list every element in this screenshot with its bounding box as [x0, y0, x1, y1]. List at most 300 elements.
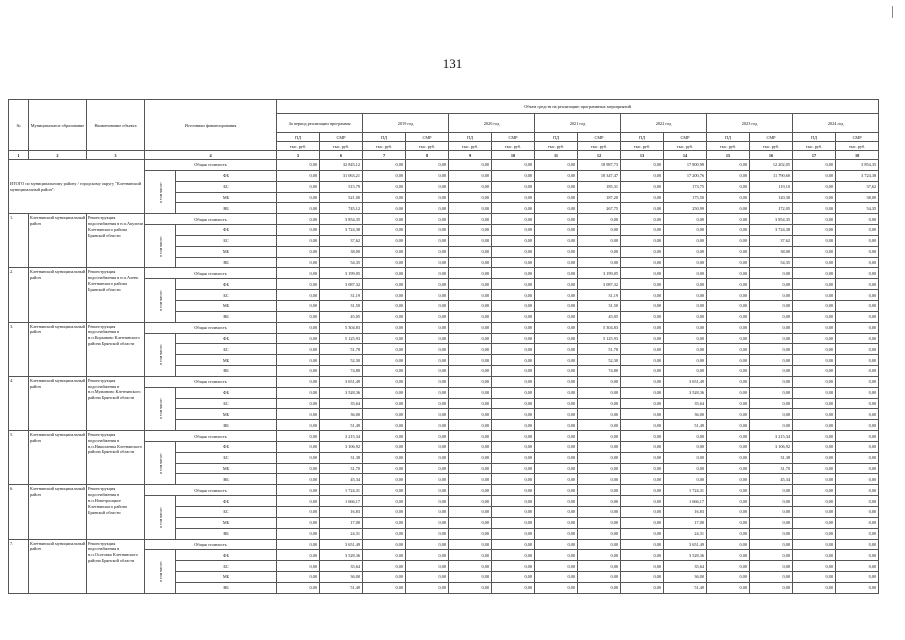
value-cell: 0,00	[621, 225, 664, 236]
value-cell: 0,00	[492, 181, 535, 192]
including-label	[145, 387, 176, 430]
value-cell: 0,00	[621, 528, 664, 539]
funding-source-label: МБ	[176, 463, 277, 474]
value-cell: 0,00	[836, 246, 879, 257]
including-text: в том числе:	[157, 181, 163, 203]
funding-total-label: Общая стоимость	[145, 539, 277, 550]
value-cell: 38,00	[750, 246, 793, 257]
value-cell: 52,30	[578, 355, 621, 366]
header-pd: ПД	[535, 133, 578, 142]
value-cell: 45,34	[320, 474, 363, 485]
value-cell: 0,00	[449, 539, 492, 550]
value-cell: 0,00	[578, 452, 621, 463]
value-cell: 0,00	[492, 170, 535, 181]
column-number: 2	[29, 151, 87, 160]
value-cell: 0,00	[406, 539, 449, 550]
value-cell: 0,00	[793, 192, 836, 203]
value-cell: 0,00	[535, 517, 578, 528]
value-cell: 0,00	[578, 257, 621, 268]
value-cell: 0,00	[793, 441, 836, 452]
value-cell: 0,00	[707, 561, 750, 572]
value-cell: 0,00	[535, 539, 578, 550]
value-cell: 0,00	[492, 311, 535, 322]
value-cell: 0,00	[750, 561, 793, 572]
value-cell: 185,31	[578, 181, 621, 192]
value-cell: 0,00	[621, 409, 664, 420]
municipality-name: Клетнянский муниципальный район	[29, 376, 87, 430]
value-cell: 0,00	[363, 355, 406, 366]
value-cell: 0,00	[707, 225, 750, 236]
value-cell: 3 106,92	[750, 441, 793, 452]
value-cell: 0,00	[449, 409, 492, 420]
value-cell: 0,00	[535, 181, 578, 192]
value-cell: 0,00	[836, 366, 879, 377]
value-cell: 0,00	[750, 344, 793, 355]
value-cell: 0,00	[793, 257, 836, 268]
value-cell: 0,00	[406, 214, 449, 225]
value-cell: 0,00	[836, 572, 879, 583]
value-cell: 0,00	[793, 420, 836, 431]
header-unit: тыс. руб.	[793, 142, 836, 151]
value-cell: 0,00	[492, 398, 535, 409]
value-cell: 0,00	[406, 420, 449, 431]
value-cell: 0,00	[363, 192, 406, 203]
value-cell: 0,00	[277, 441, 320, 452]
value-cell: 0,00	[578, 528, 621, 539]
value-cell: 31,70	[750, 463, 793, 474]
value-cell: 0,00	[578, 474, 621, 485]
header-unit: тыс. руб.	[707, 142, 750, 151]
funding-source-label: БС	[176, 452, 277, 463]
value-cell: 0,00	[793, 181, 836, 192]
column-number: 11	[535, 151, 578, 160]
value-cell: 0,00	[277, 431, 320, 442]
value-cell: 0,00	[406, 376, 449, 387]
municipality-name: Клетнянский муниципальный район	[29, 214, 87, 268]
value-cell: 119,10	[750, 181, 793, 192]
value-cell: 0,00	[406, 344, 449, 355]
value-cell: 0,00	[664, 279, 707, 290]
value-cell: 0,00	[750, 268, 793, 279]
value-cell: 0,00	[707, 420, 750, 431]
value-cell: 0,00	[449, 160, 492, 171]
value-cell: 173,75	[664, 181, 707, 192]
value-cell: 0,00	[277, 160, 320, 171]
value-cell: 0,00	[406, 387, 449, 398]
value-cell: 0,00	[406, 170, 449, 181]
value-cell: 0,00	[793, 452, 836, 463]
value-cell: 0,00	[277, 452, 320, 463]
value-cell: 0,00	[750, 539, 793, 550]
value-cell: 31,19	[320, 290, 363, 301]
value-cell: 0,00	[793, 582, 836, 593]
value-cell: 0,00	[406, 409, 449, 420]
column-number: 14	[664, 151, 707, 160]
value-cell: 0,00	[621, 170, 664, 181]
header-unit: тыс. руб.	[750, 142, 793, 151]
value-cell: 0,00	[492, 268, 535, 279]
value-cell: 0,00	[449, 387, 492, 398]
value-cell: 0,00	[535, 170, 578, 181]
value-cell: 0,00	[363, 431, 406, 442]
value-cell: 16,83	[320, 507, 363, 518]
value-cell: 0,00	[836, 452, 879, 463]
value-cell: 0,00	[492, 485, 535, 496]
value-cell: 0,00	[363, 300, 406, 311]
value-cell: 0,00	[621, 355, 664, 366]
value-cell: 0,00	[277, 539, 320, 550]
value-cell: 0,00	[793, 311, 836, 322]
value-cell: 0,00	[578, 572, 621, 583]
value-cell: 0,00	[492, 322, 535, 333]
value-cell: 0,00	[836, 268, 879, 279]
value-cell: 38,00	[320, 246, 363, 257]
value-cell: 3 087,32	[578, 279, 621, 290]
value-cell: 0,00	[664, 311, 707, 322]
value-cell: 5 304,83	[578, 322, 621, 333]
table-row	[9, 268, 879, 279]
value-cell: 0,00	[836, 539, 879, 550]
header-unit: тыс. руб.	[406, 142, 449, 151]
value-cell: 0,00	[707, 203, 750, 214]
column-number: 1	[9, 151, 29, 160]
value-cell: 3 854,35	[320, 214, 363, 225]
including-label	[145, 441, 176, 484]
value-cell: 0,00	[793, 300, 836, 311]
value-cell: 0,00	[406, 507, 449, 518]
value-cell: 0,00	[793, 203, 836, 214]
value-cell: 0,00	[449, 279, 492, 290]
value-cell: 0,00	[707, 539, 750, 550]
value-cell: 0,00	[750, 528, 793, 539]
value-cell: 0,00	[621, 572, 664, 583]
value-cell: 0,00	[750, 333, 793, 344]
value-cell: 0,00	[363, 507, 406, 518]
value-cell: 0,00	[793, 485, 836, 496]
column-number: 18	[836, 151, 879, 160]
value-cell: 0,00	[578, 235, 621, 246]
value-cell: 0,00	[363, 203, 406, 214]
value-cell: 0,00	[535, 214, 578, 225]
value-cell: 0,00	[535, 192, 578, 203]
municipality-name: Клетнянский муниципальный район	[29, 268, 87, 322]
value-cell: 175,50	[664, 192, 707, 203]
value-cell: 0,00	[578, 496, 621, 507]
funding-source-label: ВБ	[176, 257, 277, 268]
value-cell: 0,00	[449, 214, 492, 225]
value-cell: 0,00	[578, 485, 621, 496]
value-cell: 0,00	[793, 290, 836, 301]
value-cell: 0,00	[750, 290, 793, 301]
value-cell: 0,00	[363, 279, 406, 290]
including-label	[145, 225, 176, 268]
value-cell: 0,00	[664, 441, 707, 452]
column-number: 9	[449, 151, 492, 160]
value-cell: 0,00	[277, 507, 320, 518]
value-cell: 0,00	[492, 344, 535, 355]
value-cell: 0,00	[277, 572, 320, 583]
funding-source-label: МБ	[176, 300, 277, 311]
value-cell: 0,00	[535, 203, 578, 214]
value-cell: 0,00	[363, 485, 406, 496]
funding-source-label: БС	[176, 344, 277, 355]
value-cell: 0,00	[492, 474, 535, 485]
funding-source-label: МБ	[176, 517, 277, 528]
value-cell: 0,00	[492, 160, 535, 171]
value-cell: 0,00	[535, 300, 578, 311]
municipality-name: Клетнянский муниципальный район	[29, 539, 87, 593]
value-cell: 0,00	[535, 225, 578, 236]
value-cell: 3 651,49	[664, 376, 707, 387]
value-cell: 0,00	[363, 333, 406, 344]
value-cell: 0,00	[707, 485, 750, 496]
value-cell: 51,49	[664, 582, 707, 593]
value-cell: 0,00	[449, 452, 492, 463]
value-cell: 0,00	[836, 214, 879, 225]
column-number: 16	[750, 151, 793, 160]
funding-source-label: ВБ	[176, 474, 277, 485]
value-cell: 0,00	[707, 550, 750, 561]
value-cell: 0,00	[621, 322, 664, 333]
value-cell: 0,00	[535, 398, 578, 409]
value-cell: 51,49	[320, 582, 363, 593]
object-name: Реконструкция водоснабжения в н.п.Акуличи Клетнянского района Брянской области	[87, 214, 145, 268]
total-label: ИТОГО по муниципальному району / городскому округу "Клетнянский муниципальный район":	[9, 160, 145, 214]
value-cell: 0,00	[707, 572, 750, 583]
value-cell: 3 528,36	[664, 550, 707, 561]
funding-source-label: МБ	[176, 192, 277, 203]
header-volume-title: Объем средств на реализацию программных мероприятий	[277, 100, 879, 114]
value-cell: 0,00	[492, 246, 535, 257]
value-cell: 0,00	[363, 539, 406, 550]
value-cell: 0,00	[750, 376, 793, 387]
funding-source-label: ФБ	[176, 387, 277, 398]
value-cell: 0,00	[406, 474, 449, 485]
funding-total-label: Общая стоимость	[145, 485, 277, 496]
header-period-2024: 2024 год	[793, 114, 879, 133]
value-cell: 3 215,34	[750, 431, 793, 442]
value-cell: 0,00	[535, 366, 578, 377]
value-cell: 0,00	[836, 582, 879, 593]
value-cell: 0,00	[277, 311, 320, 322]
value-cell: 17 200,76	[664, 170, 707, 181]
value-cell: 0,00	[277, 235, 320, 246]
value-cell: 0,00	[535, 344, 578, 355]
table-row	[9, 322, 879, 333]
value-cell: 0,00	[277, 376, 320, 387]
value-cell: 0,00	[492, 409, 535, 420]
value-cell: 0,00	[277, 246, 320, 257]
value-cell: 0,00	[836, 300, 879, 311]
value-cell: 0,00	[492, 539, 535, 550]
value-cell: 0,00	[664, 474, 707, 485]
value-cell: 0,00	[535, 452, 578, 463]
value-cell: 0,00	[664, 268, 707, 279]
value-cell: 0,00	[836, 333, 879, 344]
value-cell: 51,49	[664, 420, 707, 431]
value-cell: 0,00	[406, 333, 449, 344]
value-cell: 35,64	[664, 398, 707, 409]
value-cell: 0,00	[449, 561, 492, 572]
value-cell: 0,00	[793, 463, 836, 474]
value-cell: 0,00	[449, 268, 492, 279]
value-cell: 0,00	[406, 235, 449, 246]
value-cell: 0,00	[277, 485, 320, 496]
header-period-2021: 2021 год	[535, 114, 621, 133]
value-cell: 0,00	[836, 496, 879, 507]
funding-source-label: ФБ	[176, 279, 277, 290]
value-cell: 36,00	[320, 572, 363, 583]
value-cell: 3 199,05	[320, 268, 363, 279]
value-cell: 0,00	[621, 474, 664, 485]
value-cell: 0,00	[707, 387, 750, 398]
value-cell: 0,00	[449, 192, 492, 203]
value-cell: 0,00	[664, 344, 707, 355]
funding-total-label: Общая стоимость	[145, 431, 277, 442]
value-cell: 0,00	[707, 582, 750, 593]
value-cell: 0,00	[492, 528, 535, 539]
value-cell: 0,00	[793, 539, 836, 550]
value-cell: 0,00	[492, 517, 535, 528]
value-cell: 0,00	[277, 517, 320, 528]
value-cell: 51,78	[578, 344, 621, 355]
object-name: Реконструкция водоснабжения в н.п.Алень Клетнянского района Брянской области	[87, 268, 145, 322]
value-cell: 0,00	[621, 246, 664, 257]
value-cell: 0,00	[535, 387, 578, 398]
value-cell: 0,00	[363, 257, 406, 268]
value-cell: 0,00	[621, 300, 664, 311]
value-cell: 0,00	[449, 311, 492, 322]
value-cell: 0,00	[621, 290, 664, 301]
value-cell: 0,00	[535, 311, 578, 322]
value-cell: 36,00	[664, 572, 707, 583]
value-cell: 0,00	[750, 322, 793, 333]
value-cell: 0,00	[535, 409, 578, 420]
value-cell: 0,00	[836, 225, 879, 236]
value-cell: 12 202,05	[750, 160, 793, 171]
value-cell: 0,00	[363, 441, 406, 452]
value-cell: 0,00	[836, 344, 879, 355]
object-name: Реконструкция водоснабжения в н.п.Корыжево Клетнянского района Брянской области	[87, 322, 145, 376]
value-cell: 0,00	[664, 300, 707, 311]
value-cell: 0,00	[492, 333, 535, 344]
row-number: 5.	[9, 431, 29, 485]
value-cell: 0,00	[406, 452, 449, 463]
value-cell: 0,00	[621, 485, 664, 496]
value-cell: 0,00	[535, 257, 578, 268]
object-name: Реконструкция водоснабжения в н.п.Осотовка Клетнянского района Брянской области	[87, 539, 145, 593]
value-cell: 0,00	[836, 528, 879, 539]
value-cell: 0,00	[406, 550, 449, 561]
value-cell: 3 528,36	[664, 387, 707, 398]
value-cell: 32 845,12	[320, 160, 363, 171]
value-cell: 0,00	[277, 561, 320, 572]
value-cell: 0,00	[836, 376, 879, 387]
value-cell: 0,00	[707, 181, 750, 192]
value-cell: 0,00	[535, 441, 578, 452]
value-cell: 0,00	[449, 572, 492, 583]
funding-source-label: ФБ	[176, 170, 277, 181]
value-cell: 3 854,35	[836, 160, 879, 171]
value-cell: 0,00	[277, 550, 320, 561]
header-pd: ПД	[793, 133, 836, 142]
value-cell: 0,00	[535, 268, 578, 279]
value-cell: 0,00	[277, 181, 320, 192]
value-cell: 0,00	[449, 355, 492, 366]
value-cell: 0,00	[492, 300, 535, 311]
header-no: №	[9, 100, 29, 151]
including-text: в том числе:	[157, 344, 163, 366]
value-cell: 0,00	[836, 322, 879, 333]
value-cell: 0,00	[793, 268, 836, 279]
value-cell: 11 790,60	[750, 170, 793, 181]
header-unit: тыс. руб.	[320, 142, 363, 151]
value-cell: 0,00	[449, 181, 492, 192]
value-cell: 0,00	[621, 203, 664, 214]
value-cell: 0,00	[449, 322, 492, 333]
column-number: 4	[145, 151, 277, 160]
funding-total-label: Общая стоимость	[145, 214, 277, 225]
value-cell: 35,64	[320, 398, 363, 409]
value-cell: 3 215,34	[320, 431, 363, 442]
object-name: Реконструкция водоснабжения в н.п.Николаевка Клетнянского района Брянской области	[87, 431, 145, 485]
value-cell: 0,00	[836, 474, 879, 485]
value-cell: 24,31	[320, 528, 363, 539]
value-cell: 0,00	[449, 246, 492, 257]
value-cell: 0,00	[793, 355, 836, 366]
value-cell: 0,00	[363, 572, 406, 583]
value-cell: 0,00	[277, 387, 320, 398]
value-cell: 250,99	[664, 203, 707, 214]
value-cell: 0,00	[363, 452, 406, 463]
value-cell: 0,00	[578, 409, 621, 420]
row-number: 1.	[9, 214, 29, 268]
header-unit: тыс. руб.	[621, 142, 664, 151]
value-cell: 0,00	[664, 214, 707, 225]
value-cell: 3 199,05	[578, 268, 621, 279]
table-row	[9, 160, 879, 171]
value-cell: 0,00	[363, 420, 406, 431]
value-cell: 0,00	[836, 517, 879, 528]
value-cell: 0,00	[492, 366, 535, 377]
value-cell: 0,00	[449, 420, 492, 431]
value-cell: 0,00	[621, 398, 664, 409]
header-period-2022: 2022 год	[621, 114, 707, 133]
value-cell: 0,00	[664, 257, 707, 268]
value-cell: 0,00	[750, 355, 793, 366]
value-cell: 0,00	[707, 507, 750, 518]
column-number: 7	[363, 151, 406, 160]
value-cell: 18 347,47	[578, 170, 621, 181]
value-cell: 0,00	[406, 398, 449, 409]
header-pd: ПД	[277, 133, 320, 142]
value-cell: 0,00	[621, 496, 664, 507]
value-cell: 0,00	[535, 235, 578, 246]
funding-source-label: ВБ	[176, 420, 277, 431]
value-cell: 0,00	[621, 279, 664, 290]
value-cell: 0,00	[535, 463, 578, 474]
including-text: в том числе:	[157, 506, 163, 528]
value-cell: 3 651,49	[664, 539, 707, 550]
value-cell: 0,00	[363, 160, 406, 171]
column-number: 10	[492, 151, 535, 160]
value-cell: 0,00	[492, 463, 535, 474]
value-cell: 0,00	[406, 160, 449, 171]
funding-source-label: БС	[176, 181, 277, 192]
value-cell: 0,00	[363, 561, 406, 572]
value-cell: 0,00	[836, 431, 879, 442]
value-cell: 0,00	[707, 257, 750, 268]
